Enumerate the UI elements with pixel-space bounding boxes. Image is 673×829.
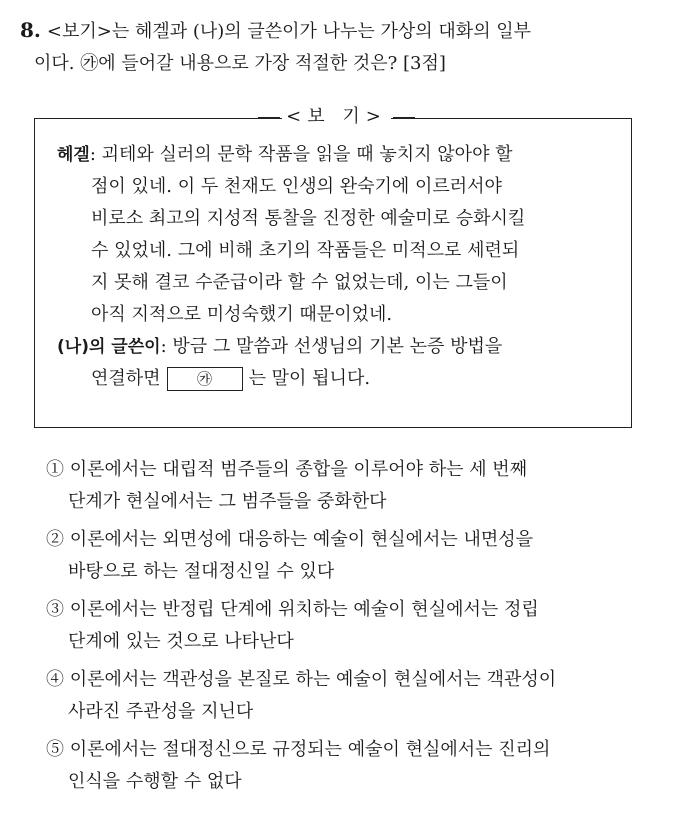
question-stem-1: <보기>는 헤겔과 (나)의 글쓴이가 나누는 가상의 대화의 일부 (46, 21, 532, 42)
choice-2-line-2: 바탕으로 하는 절대정신일 수 있다 (68, 561, 335, 582)
writer-line-1 (57, 331, 617, 363)
question-stem-2: 이다. ㉮에 들어갈 내용으로 가장 적절한 것은? [3점] (34, 53, 446, 74)
choice-1-line-1: ① 이론에서는 대립적 범주들의 종합을 이루어야 하는 세 번째 (46, 459, 528, 480)
hegel-line-6: 아직 지적으로 미성숙했기 때문이었네. (91, 304, 393, 325)
answer-blank: ㉮ (167, 367, 243, 391)
hegel-line-2: 점이 있네. 이 두 천재도 인생의 완숙기에 이르러서야 (91, 176, 502, 197)
hegel-line-4: 수 있었네. 그에 비해 초기의 작품들은 미적으로 세련되 (91, 240, 520, 261)
question-line-1 (20, 14, 656, 48)
label-dash-right (393, 117, 415, 118)
choice-1[interactable] (46, 454, 646, 518)
writer-text-2-pre: 연결하면 (91, 368, 161, 389)
choice-5-line-1: ⑤ 이론에서는 절대정신으로 규정되는 예술이 현실에서는 진리의 (46, 739, 551, 760)
writer-line-2 (57, 363, 617, 395)
bogi-content (57, 139, 617, 395)
speaker-hegel: 헤겔 (57, 145, 90, 165)
answer-choices (46, 454, 646, 804)
bogi-label (0, 106, 673, 128)
choice-3-line-1: ③ 이론에서는 반정립 단계에 위치하는 예술이 현실에서는 정립 (46, 599, 539, 620)
choice-4[interactable] (46, 664, 646, 728)
hegel-text-1: : 괴테와 실러의 문학 작품을 읽을 때 놓치지 않아야 할 (89, 144, 513, 165)
hegel-line-1 (57, 139, 617, 171)
choice-2-line-1: ② 이론에서는 외면성에 대응하는 예술이 현실에서는 내면성을 (46, 529, 534, 550)
hegel-line-3: 비로소 최고의 지성적 통찰을 진정한 예술미로 승화시킬 (91, 208, 526, 229)
question-header (20, 14, 656, 80)
choice-3-line-2: 단계에 있는 것으로 나타난다 (68, 631, 294, 652)
choice-4-line-1: ④ 이론에서는 객관성을 본질로 하는 예술이 현실에서는 객관성이 (46, 669, 557, 690)
choice-4-line-2: 사라진 주관성을 지닌다 (68, 701, 254, 722)
choice-5-line-2: 인식을 수행할 수 없다 (68, 771, 242, 792)
choice-5[interactable] (46, 734, 646, 798)
speaker-writer: (나)의 글쓴이 (57, 337, 161, 357)
bogi-box (34, 118, 632, 428)
bogi-label-text: <보 기> (282, 106, 391, 127)
choice-3[interactable] (46, 594, 646, 658)
writer-text-1: : 방금 그 말씀과 선생님의 기본 논증 방법을 (160, 336, 503, 357)
choice-2[interactable] (46, 524, 646, 588)
writer-text-2-post: 는 말이 됩니다. (248, 368, 371, 389)
hegel-line-5: 지 못해 결코 수준급이라 할 수 없었는데, 이는 그들이 (91, 272, 508, 293)
question-number: 8. (20, 18, 41, 42)
label-dash-left (258, 117, 280, 118)
choice-1-line-2: 단계가 현실에서는 그 범주들을 중화한다 (68, 491, 387, 512)
